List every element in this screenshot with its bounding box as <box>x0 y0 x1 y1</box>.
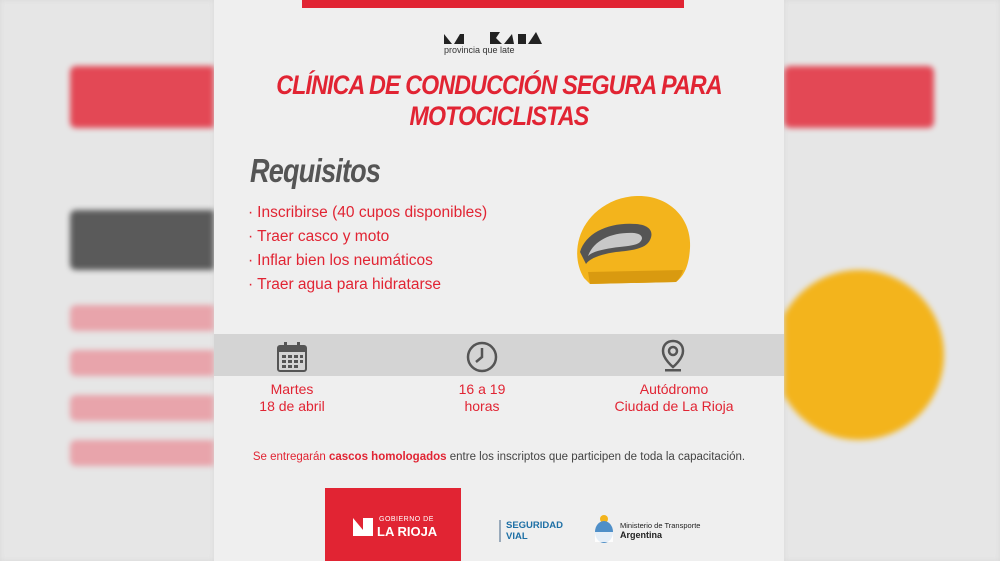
helmet-icon <box>566 186 696 296</box>
logo-tagline: provincia que late <box>444 45 515 55</box>
blurred-background-left <box>0 0 214 561</box>
calendar-icon <box>276 341 308 373</box>
ministry-country: Argentina <box>620 530 663 540</box>
seguridad-vial-logo: SEGURIDAD VIAL <box>499 520 563 542</box>
helmet-note: Se entregarán cascos homologados entre los inscriptos que participen de toda la capacitación. <box>252 451 746 463</box>
la-rioja-shield-icon <box>351 516 375 538</box>
list-item: · Inflar bien los neumáticos <box>248 252 433 269</box>
clock-icon <box>466 341 498 373</box>
event-date: Martes 18 de abril <box>259 381 325 414</box>
list-item: · Traer agua para hidratarse <box>248 276 441 293</box>
argentina-coat-of-arms-icon <box>592 513 616 545</box>
gob-label-bottom: LA RIOJA <box>377 524 438 539</box>
list-item: · Traer casco y moto <box>248 228 390 245</box>
top-accent-bar <box>302 0 684 8</box>
page-title: CLÍNICA DE CONDUCCIÓN SEGURA PARA MOTOCICLISTAS <box>276 70 722 131</box>
list-item: · Inscribirse (40 cupos disponibles) <box>248 204 488 221</box>
blurred-background-right <box>784 0 1000 561</box>
ministry-label: Ministerio de Transporte <box>620 521 701 530</box>
event-time: 16 a 19 horas <box>458 381 506 414</box>
gob-label-top: GOBIERNO DE <box>379 516 434 523</box>
requirements-list <box>248 201 487 297</box>
requirements-heading: Requisitos <box>250 152 381 189</box>
location-pin-icon <box>661 339 685 373</box>
poster <box>214 0 784 561</box>
event-place: Autódromo Ciudad de La Rioja <box>614 381 734 414</box>
